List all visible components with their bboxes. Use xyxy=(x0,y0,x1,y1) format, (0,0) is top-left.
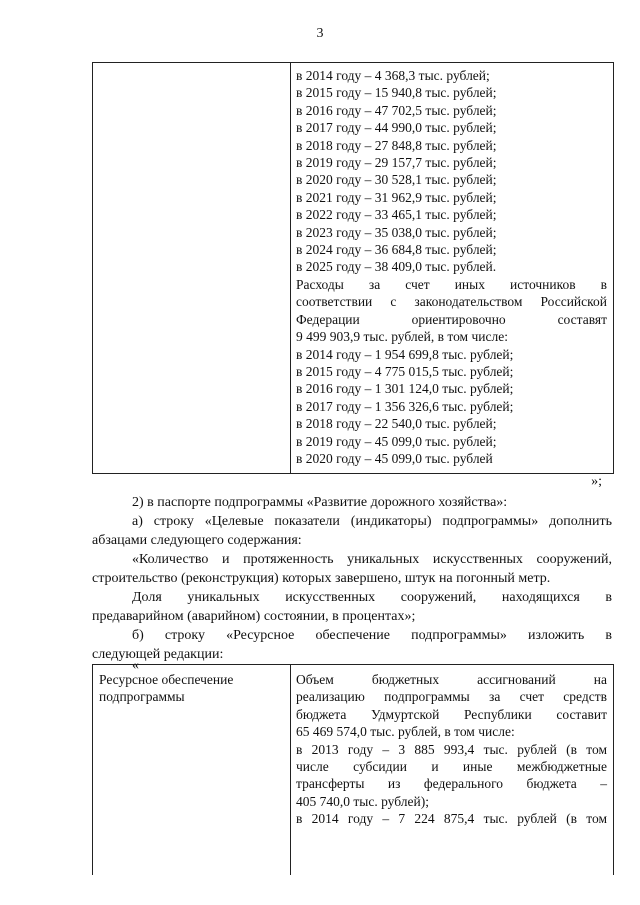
label-line: подпрограммы xyxy=(99,689,185,705)
other-sources-line: в 2014 году – 1 954 699,8 тыс. рублей; xyxy=(296,346,514,362)
other-sources-line: в 2017 году – 1 356 326,6 тыс. рублей; xyxy=(296,398,514,414)
budget-2013: числе субсидии и иные межбюджетные xyxy=(296,759,607,775)
funding-line: в 2022 году – 33 465,1 тыс. рублей; xyxy=(296,207,497,223)
other-sources-line: в 2016 году – 1 301 124,0 тыс. рублей; xyxy=(296,381,514,397)
other-sources-line: в 2019 году – 45 099,0 тыс. рублей; xyxy=(296,433,497,449)
paragraph-quantity-structures-cont: строительство (реконструкция) которых завершено, штук на погонный метр. xyxy=(92,571,551,586)
budget-total: 65 469 574,0 тыс. рублей, в том числе: xyxy=(296,724,515,740)
funding-line: в 2016 году – 47 702,5 тыс. рублей; xyxy=(296,102,497,118)
table-column-divider xyxy=(290,665,291,875)
funding-line: в 2023 году – 35 038,0 тыс. рублей; xyxy=(296,224,497,240)
other-sources-line: в 2020 году – 45 099,0 тыс. рублей xyxy=(296,450,493,466)
other-sources-total: 9 499 903,9 тыс. рублей, в том числе: xyxy=(296,329,508,345)
resource-support-label xyxy=(99,671,287,706)
resource-support-value xyxy=(296,671,607,828)
funding-line: в 2015 году – 15 940,8 тыс. рублей; xyxy=(296,85,497,101)
table-column-divider xyxy=(290,63,291,473)
paragraph-resource-support-cont: следующей редакции: xyxy=(92,647,224,662)
funding-cell xyxy=(296,67,607,467)
funding-line: в 2025 году – 38 409,0 тыс. рублей. xyxy=(296,259,497,275)
funding-table-continuation xyxy=(92,62,614,474)
funding-line: в 2017 году – 44 990,0 тыс. рублей; xyxy=(296,120,497,136)
budget-text: Объем бюджетных ассигнований на xyxy=(296,672,607,687)
funding-line: в 2021 году – 31 962,9 тыс. рублей; xyxy=(296,189,497,205)
paragraph-share-structures: Доля уникальных искусственных сооружений, находящихся в xyxy=(132,590,612,605)
funding-line: в 2024 году – 36 684,8 тыс. рублей; xyxy=(296,242,497,258)
paragraph-share-structures-cont: предаварийном (аварийном) состоянии, в процентах»; xyxy=(92,609,416,624)
paragraph-resource-support: б) строку «Ресурсное обеспечение подпрограммы» изложить в xyxy=(132,628,612,643)
funding-line: в 2018 году – 27 848,8 тыс. рублей; xyxy=(296,137,497,153)
budget-text: реализацию подпрограммы за счет средств xyxy=(296,689,607,705)
budget-2013: трансферты из федерального бюджета – xyxy=(296,776,607,792)
resource-support-table xyxy=(92,664,614,875)
paragraph-subprogram-passport: 2) в паспорте подпрограммы «Развитие дорожного хозяйства»: xyxy=(132,495,508,510)
other-sources-line: в 2018 году – 22 540,0 тыс. рублей; xyxy=(296,416,497,432)
budget-2014: в 2014 году – 7 224 875,4 тыс. рублей (в том xyxy=(296,811,607,827)
paragraph-target-indicators: а) строку «Целевые показатели (индикаторы) подпрограммы» дополнить xyxy=(132,514,612,529)
other-sources-text: Федерации ориентировочно составят xyxy=(296,311,607,327)
other-sources-line: в 2015 году – 4 775 015,5 тыс. рублей; xyxy=(296,363,514,379)
other-sources-text: соответствии с законодательством Российской xyxy=(296,294,607,310)
page-number: 3 xyxy=(316,26,324,41)
funding-line: в 2014 году – 4 368,3 тыс. рублей; xyxy=(296,68,490,83)
budget-2013-end: 405 740,0 тыс. рублей); xyxy=(296,793,429,809)
funding-line: в 2020 году – 30 528,1 тыс. рублей; xyxy=(296,172,497,188)
closing-quote: »; xyxy=(591,474,602,489)
opening-quote: « xyxy=(132,658,139,673)
budget-2013: в 2013 году – 3 885 993,4 тыс. рублей (в том xyxy=(296,741,607,757)
other-sources-text: Расходы за счет иных источников в xyxy=(296,276,607,292)
funding-line: в 2019 году – 29 157,7 тыс. рублей; xyxy=(296,155,497,171)
paragraph-quantity-structures: «Количество и протяженность уникальных искусственных сооружений, xyxy=(132,552,612,567)
label-line: Ресурсное обеспечение xyxy=(99,672,234,687)
paragraph-target-indicators-cont: абзацами следующего содержания: xyxy=(92,533,302,548)
budget-text: бюджета Удмуртской Республики составит xyxy=(296,706,607,722)
